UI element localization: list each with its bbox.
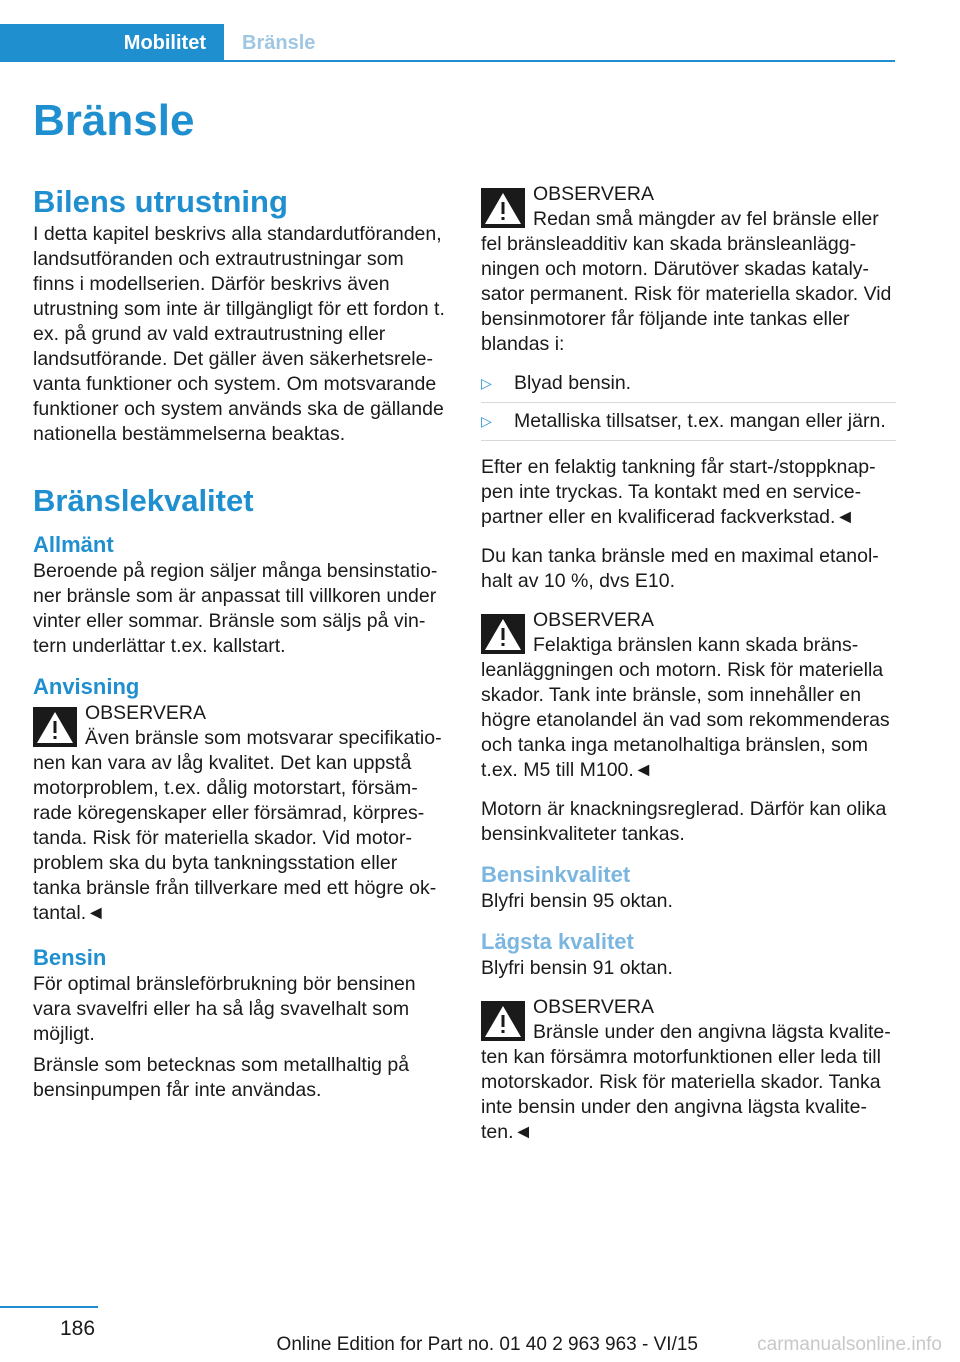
heading-bilens-utrustning: Bilens utrustning (33, 184, 288, 219)
heading-allmant: Allmänt (33, 532, 114, 557)
left-column (33, 182, 448, 1117)
warning-title: OBSERVERA (533, 183, 655, 205)
footer-rule (0, 1306, 98, 1308)
header-rule (0, 60, 895, 62)
paragraph-utrustning: I detta kapitel beskrivs alla standardutföranden, landsutföranden och extrautrustningar som finns i modellserien. Därför beskrivs även utrustning som inte är tillgängligt för ett fordon t. ex. på grund av vald extrautrustning eller landsutförande. Det gäller även säkerhetsrelevanta funktioner och system. Om motsvarande funktioner och system används ska de gällande nationella bestämmelserna beaktas. (33, 223, 445, 445)
warning-triangle-icon (481, 188, 525, 228)
list-item-text: Metalliska tillsatser, t.ex. mangan eller järn. (514, 410, 886, 432)
paragraph-etanol: Du kan tanka bränsle med en maximal etanolhalt av 10 %, dvs E10. (481, 545, 879, 592)
heading-lagsta-kvalitet: Lägsta kvalitet (481, 929, 634, 954)
list-item (481, 409, 896, 441)
bullet-list (481, 371, 896, 441)
warning-title: OBSERVERA (85, 702, 207, 724)
paragraph-knackning: Motorn är knackningsreglerad. Därför kan olika bensinkvaliteter tankas. (481, 798, 887, 845)
heading-anvisning: Anvisning (33, 674, 140, 699)
warning-triangle-icon (481, 614, 525, 654)
edition-note: Online Edition for Part no. 01 40 2 963 963 - VI/15 (276, 1334, 698, 1355)
warning-block (481, 182, 896, 357)
tab-bransle[interactable]: Bränsle (242, 31, 316, 54)
warning-text: Bränsle under den angivna lägsta kvaliteten kan försämra motorfunktionen eller leda till motorskador. Risk för materiella skador. Tanka inte bensin under den angivna lägsta kvaliteten.◄ (481, 1021, 891, 1143)
warning-title: OBSERVERA (533, 996, 655, 1018)
warning-block (481, 608, 896, 783)
warning-triangle-icon (33, 707, 77, 747)
page-number: 186 (60, 1317, 96, 1340)
triangle-right-icon: ▷ (481, 413, 492, 429)
warning-text: Felaktiga bränslen kann skada bränsleanläggningen och motorn. Risk för materiella skador. Tank inte bränsle, som innehåller en högre etanolandel än vad som rekommenderas och tanka inga metanolhaltiga bränslen, som t.ex. M5 till M100.◄ (481, 634, 890, 781)
warning-triangle-icon (481, 1001, 525, 1041)
warning-block (33, 701, 448, 926)
heading-bensin: Bensin (33, 945, 107, 970)
triangle-right-icon: ▷ (481, 375, 492, 391)
heading-branslekvalitet: Bränslekvalitet (33, 483, 254, 518)
right-column (481, 182, 896, 1159)
warning-title: OBSERVERA (533, 609, 655, 631)
page-title: Bränsle (33, 96, 195, 145)
tab-mobilitet[interactable]: Mobilitet (0, 24, 224, 62)
heading-bensinkvalitet: Bensinkvalitet (481, 862, 631, 887)
warning-text: Även bränsle som motsvarar specifikationen kan vara av låg kvalitet. Det kan uppstå motorproblem, t.ex. dålig motorstart, försämrade köregenskaper eller försämrad, körprestanda. Risk för materiella skador. Vid motorproblem ska du byta tankningsstation eller tanka bränsle från tillverkare med ett högre oktantal.◄ (33, 727, 442, 924)
list-item-text: Blyad bensin. (514, 372, 632, 394)
warning-block (481, 995, 896, 1145)
warning-text: Redan små mängder av fel bränsle eller fel bränsleadditiv kan skada bränsleanläggningen och motorn. Därutöver skadas katalysator permanent. Risk för materiella skador. Vid bensinmotorer får följande inte tankas eller blandas i: (481, 208, 892, 355)
watermark: carmanualsonline.info (757, 1334, 942, 1355)
paragraph-bensinkvalitet: Blyfri bensin 95 oktan. (481, 890, 673, 912)
paragraph-after-bullets: Efter en felaktig tankning får start-/stoppknappen inte tryckas. Ta kontakt med en servicepartner eller en kvalificerad fackverkstad.◄ (481, 456, 876, 528)
header-bar (0, 24, 895, 62)
paragraph-bensin-1: För optimal bränsleförbrukning bör bensinen vara svavelfri eller ha så låg svavelhalt som möjligt. (33, 973, 416, 1045)
paragraph-bensin-2: Bränsle som betecknas som metallhaltig på bensinpumpen får inte användas. (33, 1054, 410, 1101)
paragraph-allmant: Beroende på region säljer många bensinstationer bränsle som är anpassat till villkoren under vinter eller sommar. Bränsle som säljs på vintern underlättar t.ex. kallstart. (33, 560, 438, 657)
paragraph-lagsta-kvalitet: Blyfri bensin 91 oktan. (481, 957, 673, 979)
list-item (481, 371, 896, 403)
